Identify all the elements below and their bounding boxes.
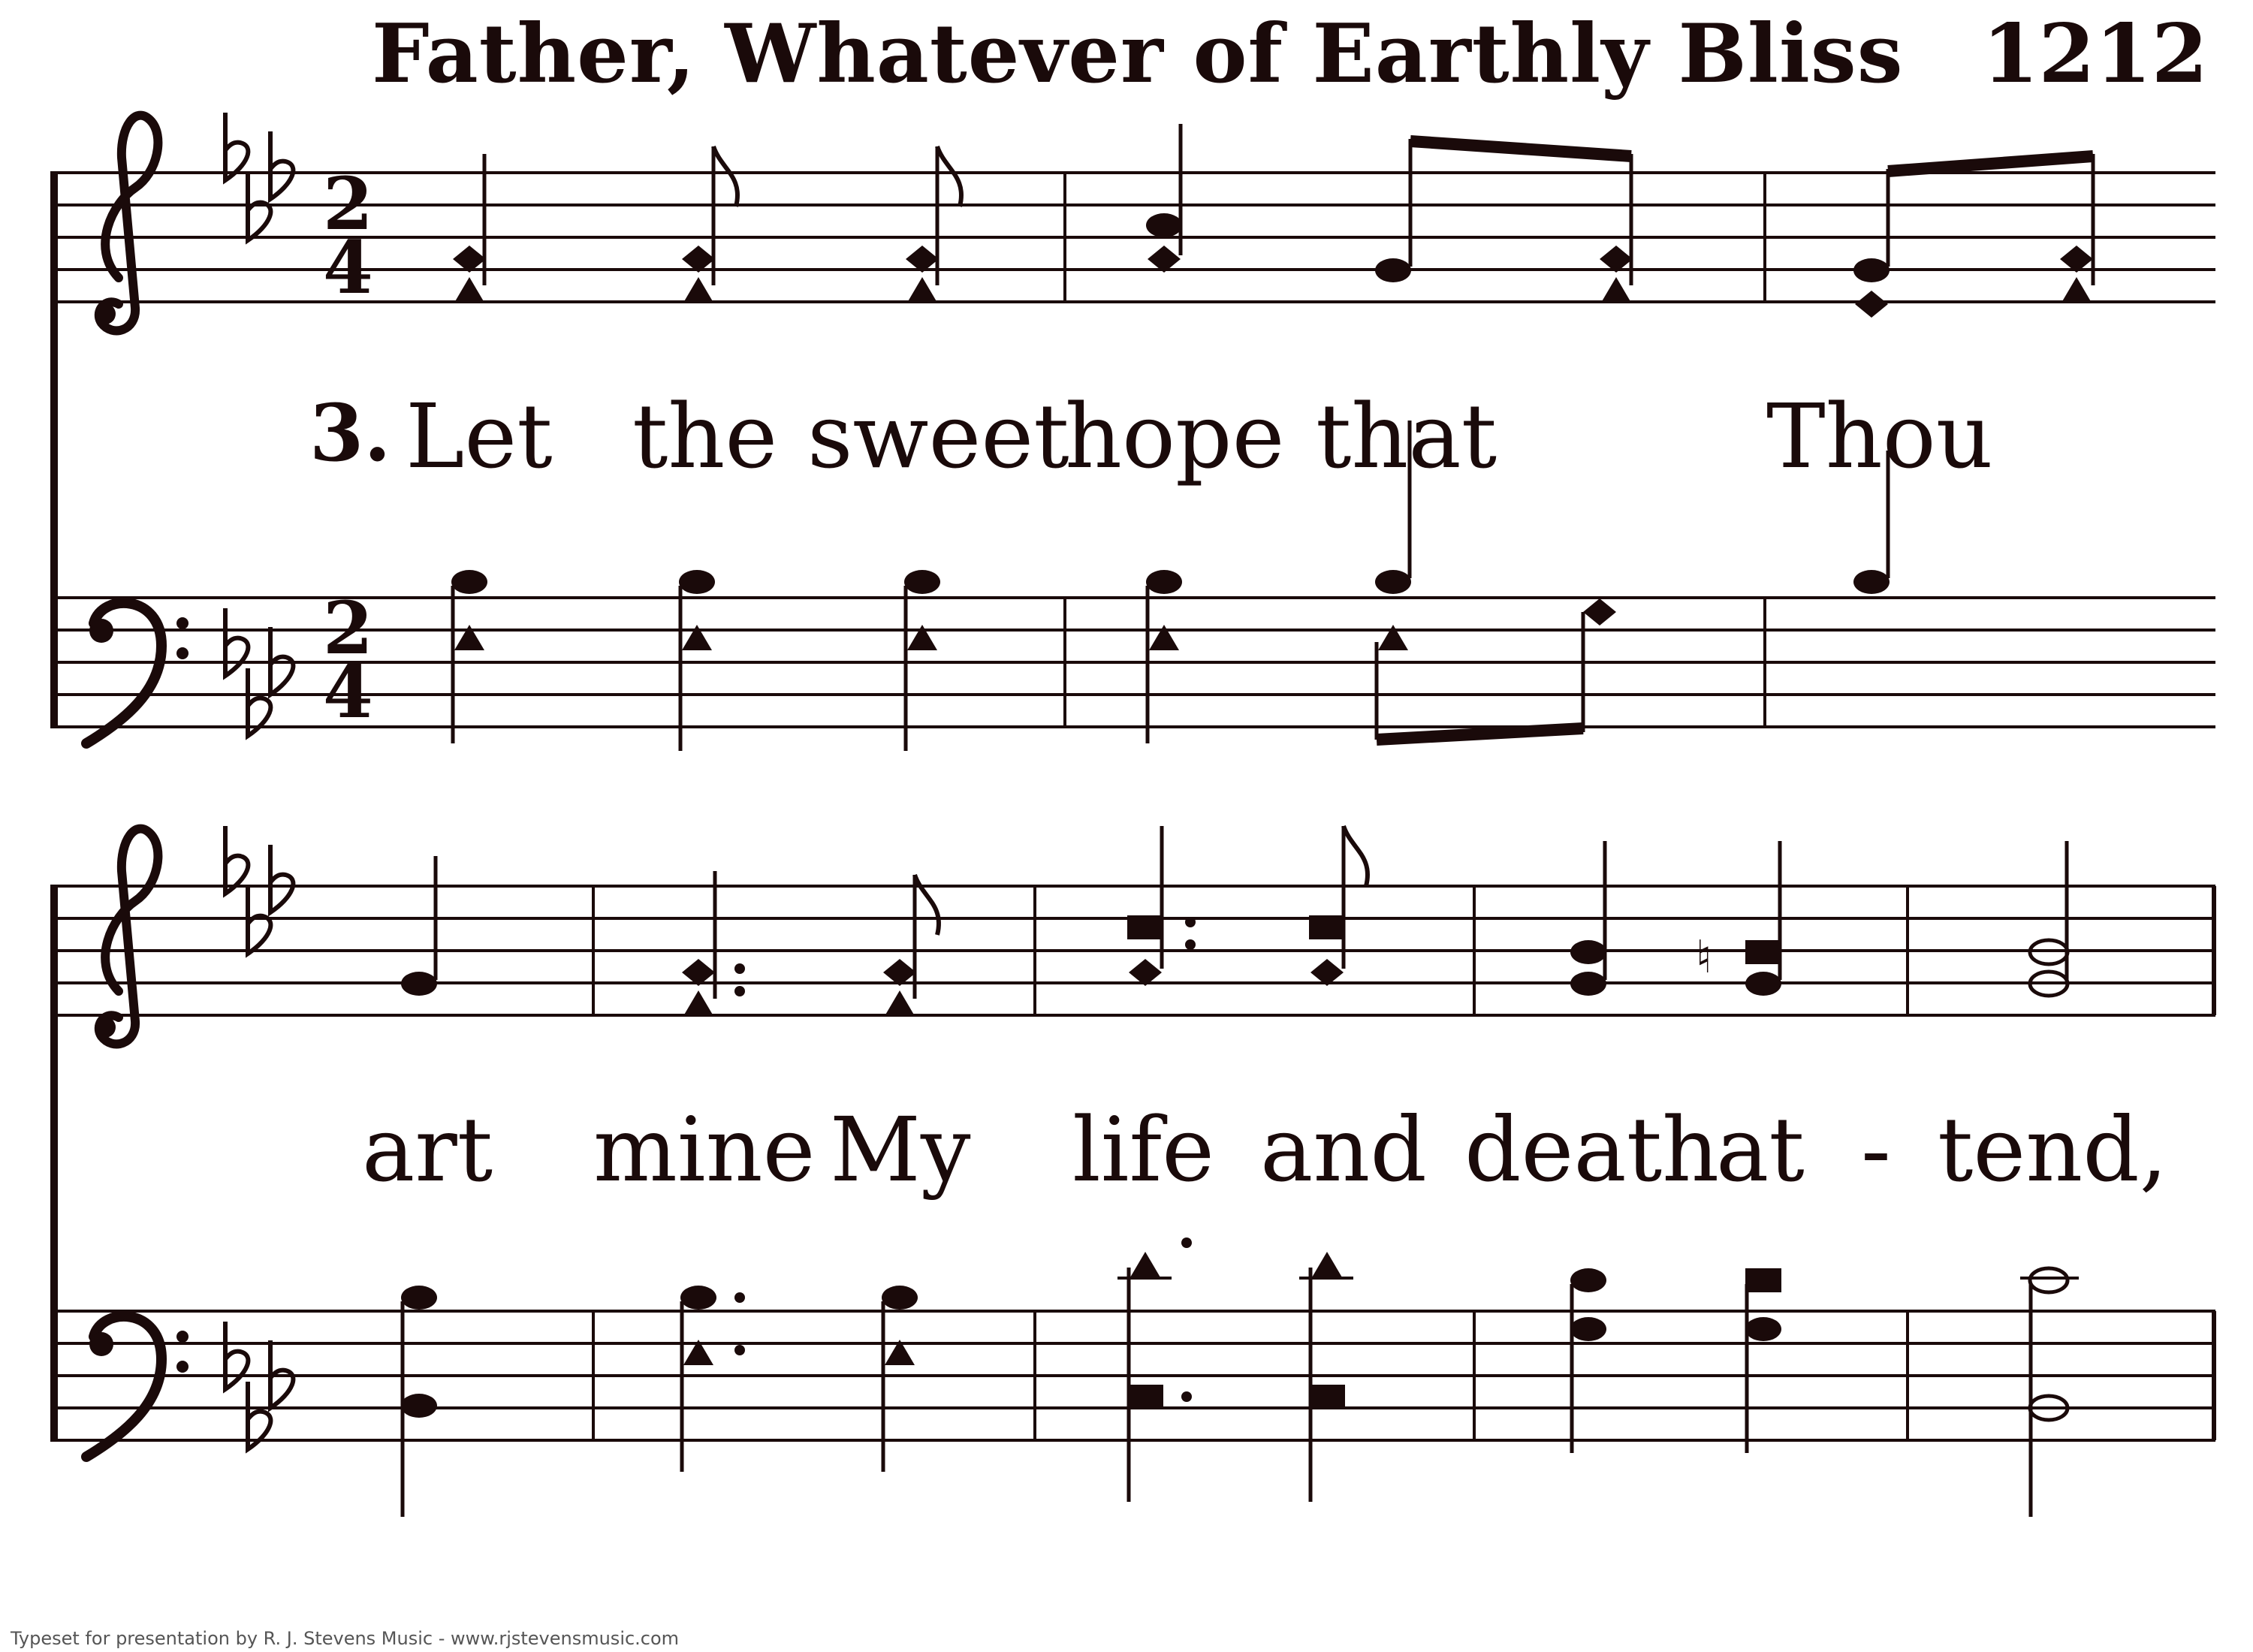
treble-clef-icon [95, 829, 158, 1045]
footer-credit: Typeset for presentation by R. J. Stevens Music - www.rjstevensmusic.com [11, 1628, 680, 1649]
key-signature-treble-2 [225, 826, 293, 954]
key-signature-bass-2 [225, 1322, 293, 1449]
lyric-word: Thou [1766, 384, 1993, 488]
treble-staff-1 [53, 173, 2215, 302]
time-sig-top: 2 [323, 586, 373, 671]
lyric-word: tend, [1938, 1098, 2168, 1201]
lyric-word: art [362, 1098, 493, 1201]
lyric-word: sweet [807, 384, 1069, 488]
lyric-word: life [1072, 1098, 1214, 1201]
time-signature-bass [323, 586, 373, 734]
treble-notes-1 [453, 124, 2093, 318]
lyric-word: that [1316, 384, 1497, 488]
lyric-word: the [632, 384, 778, 488]
hymn-number: 1212 [1982, 7, 2208, 101]
lyric-word: hope [1065, 384, 1285, 488]
lyric-word: at [1716, 1098, 1805, 1201]
treble-notes-2 [401, 826, 2068, 1016]
time-sig-bottom: 4 [323, 650, 373, 734]
lyric-word: Let [406, 384, 553, 488]
treble-clef-icon [95, 116, 158, 331]
time-sig-bottom: 4 [323, 225, 373, 310]
time-signature-treble [323, 161, 373, 310]
bass-clef-icon [86, 603, 189, 743]
bass-clef-icon [86, 1316, 189, 1457]
key-signature-bass-1 [225, 608, 293, 736]
lyric-word: death [1464, 1098, 1720, 1201]
svg-text:♮: ♮ [1696, 931, 1712, 984]
verse-number: 3. [309, 387, 391, 479]
bass-staff-1 [53, 598, 2215, 727]
hymn-title: Father, Whatever of Earthly Bliss [372, 7, 1904, 101]
treble-staff-2 [53, 886, 2215, 1015]
time-sig-top: 2 [323, 161, 373, 246]
key-signature-treble-1 [225, 113, 293, 240]
lyric-hyphen: - [1861, 1098, 1891, 1201]
bass-staff-2 [53, 1311, 2215, 1440]
lyric-word: mine [593, 1098, 816, 1201]
lyric-word: and [1260, 1098, 1427, 1201]
lyric-word: My [830, 1098, 971, 1201]
